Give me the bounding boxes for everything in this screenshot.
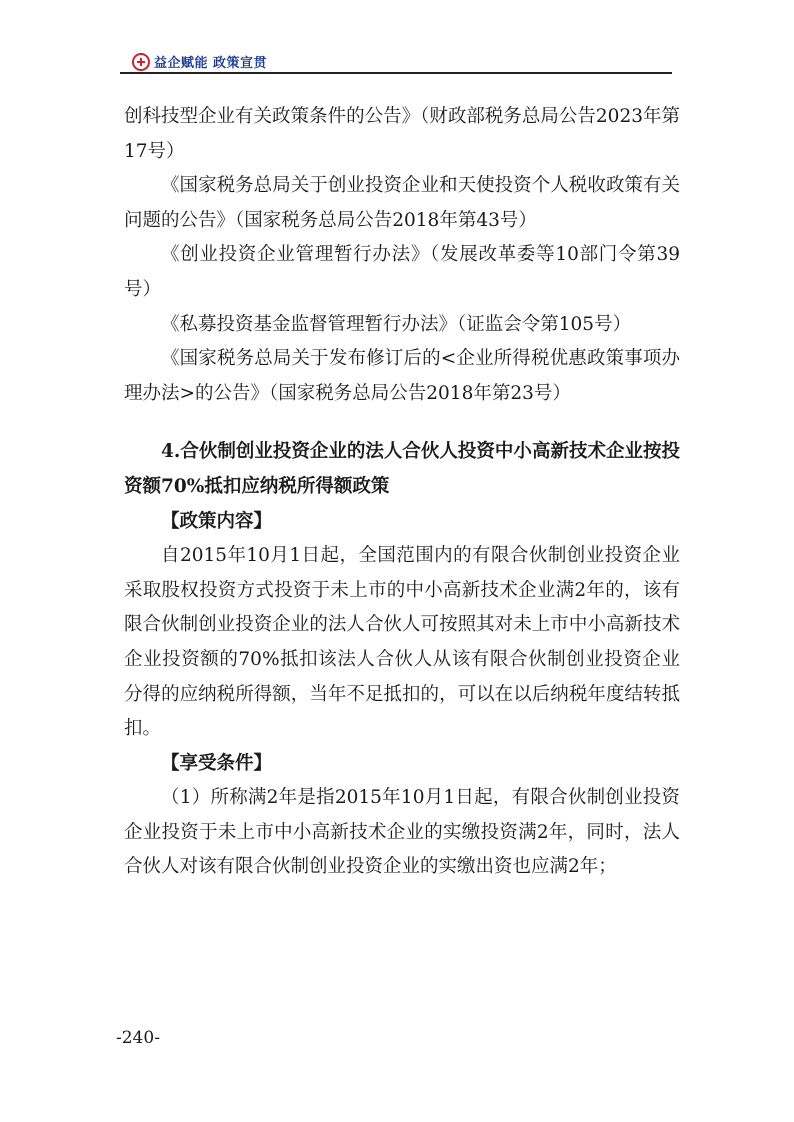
brand-logo: [132, 52, 267, 71]
section-title: 4.合伙制创业投资企业的法人合伙人投资中小高新技术企业按投资额70%抵扣应纳税所得额政策: [124, 441, 680, 497]
page-header: [120, 48, 672, 74]
reference-paragraph: 《私募投资基金监督管理暂行办法》（证监会令第105号）: [161, 313, 632, 335]
policy-content-text: 自2015年10月1日起，全国范围内的有限合伙制创业投资企业采取股权投资方式投资于未上市的中小高新技术企业满2年的，该有限合伙制创业投资企业的法人合伙人可按照其对未上市中小高新技术企业投资额的70%抵扣该法人合伙人从该有限合伙制创业投资企业分得的应纳税所得额，当年不足抵扣的，可以在以后纳税年度结转抵扣。: [124, 545, 680, 740]
policy-content-heading: 【政策内容】: [161, 510, 273, 532]
reference-paragraph: 《国家税务总局关于创业投资企业和天使投资个人税收政策有关问题的公告》（国家税务总局公告2018年第43号）: [124, 175, 680, 231]
header-divider: [120, 72, 672, 74]
page-number: -240-: [116, 1028, 160, 1048]
reference-paragraph: 《国家税务总局关于发布修订后的<企业所得税优惠政策事项办理办法>的公告》（国家税务总局公告2018年第23号）: [124, 348, 680, 404]
document-body: [124, 100, 680, 885]
reference-paragraph: 创科技型企业有关政策条件的公告》（财政部税务总局公告2023年第17号）: [124, 106, 680, 162]
logo-emblem-icon: [132, 53, 150, 71]
spacer: [124, 411, 680, 435]
condition-item: （1）所称满2年是指2015年10月1日起，有限合伙制创业投资企业投资于未上市中小高新技术企业的实缴投资满2年，同时，法人合伙人对该有限合伙制创业投资企业的实缴出资也应满2年；: [124, 787, 680, 878]
logo-text: 益企赋能 政策宣贯: [154, 56, 268, 71]
conditions-heading: 【享受条件】: [161, 752, 273, 774]
reference-paragraph: 《创业投资企业管理暂行办法》（发展改革委等10部门令第39号）: [124, 244, 680, 300]
